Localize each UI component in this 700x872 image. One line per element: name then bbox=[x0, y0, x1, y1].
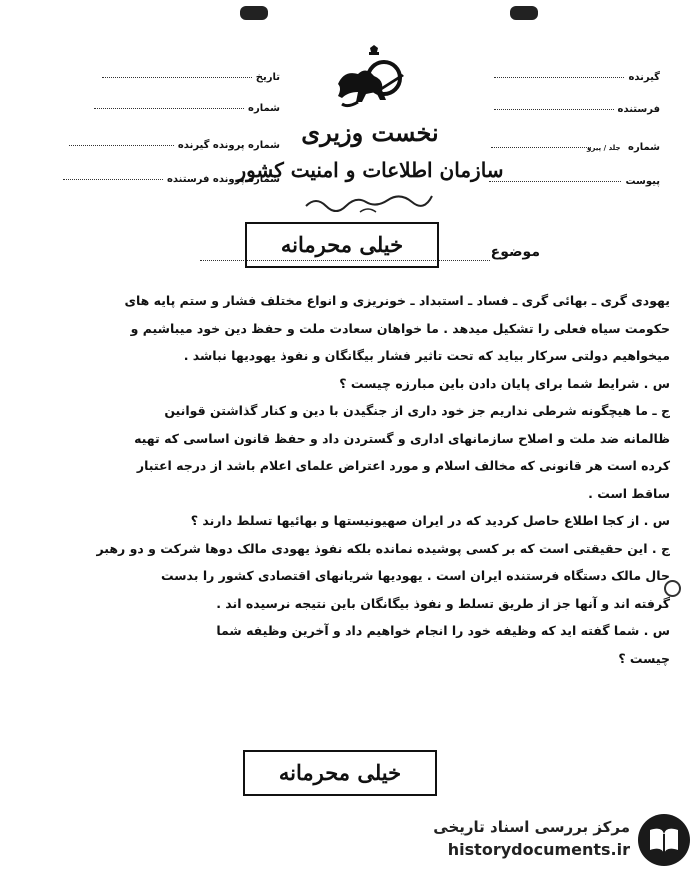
handwritten-signature-mark bbox=[300, 190, 440, 218]
header-attachment: پیوست bbox=[489, 176, 660, 187]
question-line: س . از کجا اطلاع حاصل کردید که در ایران صهیونیستها و بهائیها تسلط دارند ؟ bbox=[190, 513, 670, 528]
header-sender: فرستنده bbox=[494, 104, 660, 115]
ministry-title: نخست وزیری bbox=[301, 118, 439, 147]
header-recipient-file-number: شماره پرونده گیرنده bbox=[69, 140, 280, 151]
body-line: حکومت سیاه فعلی را تشکیل میدهد . ما خواهان سعادت ملت و حفظ دین خود میباشیم و bbox=[130, 320, 670, 336]
question-line: س . شما گفته اید که وظیفه خود را انجام خواهیم داد و آخرین وظیفه شما bbox=[216, 623, 670, 638]
watermark-site: historydocuments.ir bbox=[447, 840, 630, 859]
body-line: یهودی گری ـ بهائی گری ـ فساد ـ استبداد ـ خونریزی و انواع مختلف فشار و ستم پایه های bbox=[124, 293, 670, 308]
answer-line: ظالمانه ضد ملت و اصلاح سازمانهای اداری و گستردن داد و حفظ قانون اساسی که تهیه bbox=[134, 430, 670, 446]
header-recipient: گیرنده bbox=[494, 72, 660, 83]
lion-and-sun-emblem bbox=[318, 44, 428, 124]
letter-body bbox=[88, 287, 670, 672]
classification-box bbox=[245, 222, 439, 268]
archive-watermark bbox=[420, 808, 700, 872]
header-date: تاریخ bbox=[102, 72, 280, 83]
answer-line: ج ـ ما هیچگونه شرطی نداریم جز خود داری از جنگیدن با دین و کنار گذاشتن قوانین bbox=[164, 403, 670, 418]
question-line: چیست ؟ bbox=[618, 650, 670, 666]
header-number: شماره جلد / پیرو bbox=[491, 142, 660, 153]
watermark-title: مرکز بررسی اسناد تاریخی bbox=[433, 818, 630, 836]
body-line: میخواهیم دولتی سرکار بیاید که تحت تاثیر فشار بیگانگان و نفوذ یهودیها نباشد . bbox=[183, 348, 670, 363]
classification-box-bottom bbox=[243, 750, 437, 796]
answer-line: ساقط است . bbox=[588, 485, 670, 501]
question-line: س . شرایط شما برای پایان دادن باین مبارزه چیست ؟ bbox=[339, 375, 670, 391]
archive-logo-icon bbox=[636, 812, 692, 868]
header-followup-note: جلد / پیرو bbox=[586, 144, 621, 152]
top-stamp-mark bbox=[240, 6, 268, 20]
header-left-number: شماره bbox=[94, 103, 280, 114]
answer-line: ج . این حقیقتی است که بر کسی پوشیده نمانده بلکه نفوذ یهودی مالک دوها شرکت و دو رهبر bbox=[96, 540, 670, 556]
classification-text: خیلی محرمانه bbox=[280, 232, 404, 257]
organization-title: سازمان اطلاعات و امنیت کشور bbox=[236, 158, 504, 182]
answer-line: حال مالک دستگاه فرستنده ایران است . یهودیها شریانهای اقتصادی کشور را بدست bbox=[161, 568, 670, 583]
answer-line: گرفته اند و آنها جز از طریق تسلط و نفوذ بیگانگان باین نتیجه نرسیده اند . bbox=[216, 595, 670, 611]
answer-line: کرده است هر قانونی که مخالف اسلام و مورد اعتراض علمای اعلام باشد از درجه اعتبار bbox=[136, 458, 670, 473]
header-sender-file-number: شماره پرونده فرستنده bbox=[63, 174, 280, 185]
punch-hole-mark bbox=[664, 580, 681, 597]
top-stamp-mark bbox=[510, 6, 538, 20]
classification-text: خیلی محرمانه bbox=[278, 760, 402, 785]
subject-label: موضوع bbox=[490, 244, 540, 260]
